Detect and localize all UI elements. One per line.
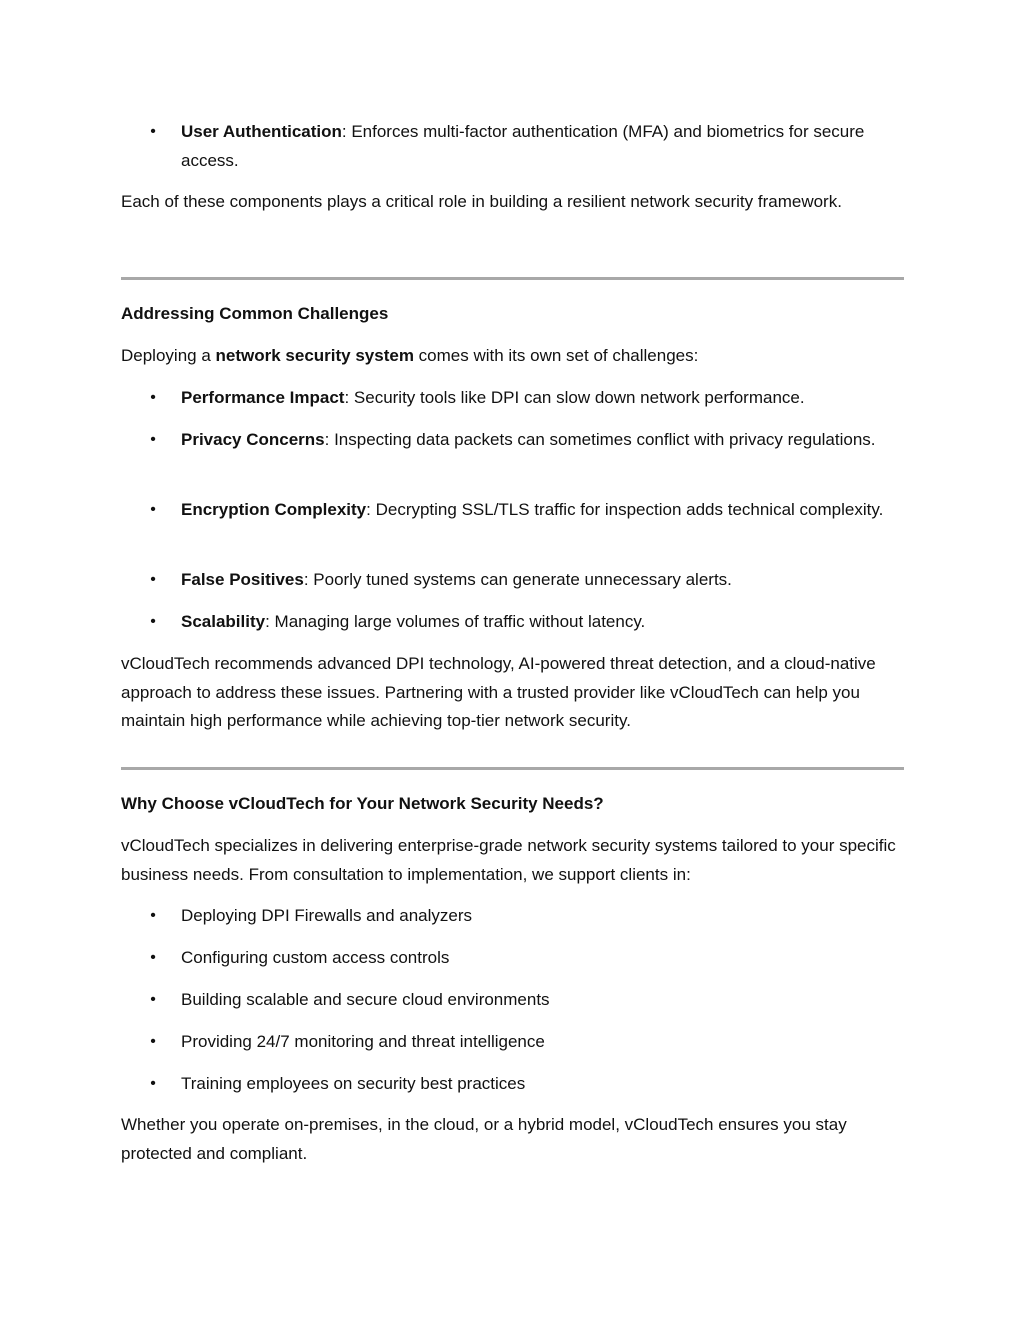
list-item-text: Deploying DPI Firewalls and analyzers [181,906,473,925]
why-intro-paragraph: vCloudTech specializes in delivering enterprise-grade network security systems tailored to your specific business needs. From consultation to implementation, we support clients in: [121,836,896,884]
bullet-marker: • [150,571,156,588]
list-item-text [181,496,901,525]
intro-text: comes with its own set of challenges: [413,346,699,365]
list-item-text: Configuring custom access controls [181,948,450,967]
list-item-term: Encryption Complexity [181,500,367,519]
bullet-marker: • [150,1075,156,1092]
section-divider [121,767,904,770]
list-item-description: : Inspecting data packets can sometimes conflict with privacy regulations. [324,430,876,449]
summary-paragraph: Each of these components plays a critical role in building a resilient network security framework. [121,192,842,211]
list-item-description: : Security tools like DPI can slow down network performance. [344,388,805,407]
list-item-text [181,384,901,413]
list-item-text: Training employees on security best practices [181,1074,526,1093]
list-item-term: User Authentication [181,122,342,141]
why-closing-paragraph: Whether you operate on-premises, in the cloud, or a hybrid model, vCloudTech ensures you stay protected and compliant. [121,1115,847,1163]
list-item-text [181,426,901,455]
list-item-description: : Poorly tuned systems can generate unnecessary alerts. [303,570,732,589]
list-item-text [181,118,901,175]
bullet-marker: • [150,389,156,406]
bullet-marker: • [150,501,156,518]
section-heading-challenges: Addressing Common Challenges [121,304,389,323]
list-item-term: Privacy Concerns [181,430,325,449]
list-item-text [181,608,901,637]
bullet-marker: • [150,991,156,1008]
list-item-description: : Enforces multi-factor authentication (MFA) and biometrics for secure access. [181,122,865,170]
challenges-closing-paragraph: vCloudTech recommends advanced DPI technology, AI-powered threat detection, and a cloud-native approach to address these issues. Partnering with a trusted provider like vCloudTech can help you maintain high performance while achieving top-tier network security. [121,654,876,730]
list-item-term: Scalability [181,612,266,631]
bullet-marker: • [150,1033,156,1050]
section-heading-why-choose: Why Choose vCloudTech for Your Network Security Needs? [121,794,604,813]
intro-text: Deploying a [121,346,216,365]
list-item-term: False Positives [181,570,304,589]
intro-bold-term: network security system [215,346,414,365]
bullet-marker: • [150,907,156,924]
list-item-description: : Managing large volumes of traffic without latency. [265,612,646,631]
section-divider [121,277,904,280]
challenges-intro [121,342,906,371]
bullet-marker: • [150,949,156,966]
bullet-marker: • [150,613,156,630]
list-item-text: Building scalable and secure cloud environments [181,990,550,1009]
list-item-text [181,566,901,595]
list-item-term: Performance Impact [181,388,345,407]
list-item-text: Providing 24/7 monitoring and threat intelligence [181,1032,545,1051]
bullet-marker: • [150,431,156,448]
list-item-description: : Decrypting SSL/TLS traffic for inspection adds technical complexity. [366,500,884,519]
bullet-marker: • [150,123,156,140]
